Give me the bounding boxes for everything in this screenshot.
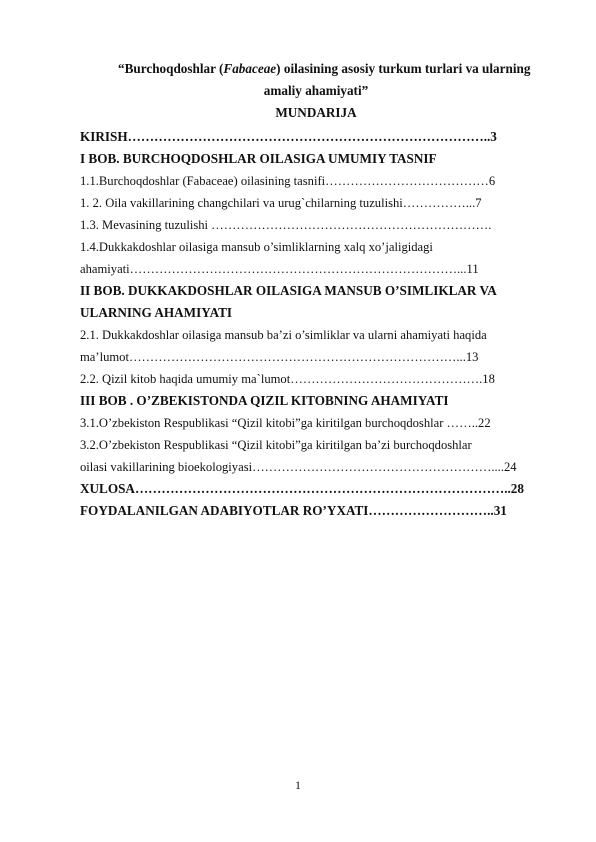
toc-entry-2-1-cont[interactable]: ma’lumot……………………………………………………………………...13 bbox=[80, 350, 479, 364]
title-prefix: “Burchoqdoshlar ( bbox=[118, 61, 224, 76]
toc-entry-intro[interactable]: KIRISH………………………………………………………………………..3 bbox=[80, 129, 497, 144]
toc-entry-1-3[interactable]: 1.3. Mevasining tuzulishi …………………………………………………………. bbox=[80, 218, 492, 232]
toc-entry-references[interactable]: FOYDALANILGAN ADABIYOTLAR RO’YXATI………………………..31 bbox=[80, 503, 507, 518]
document-title bbox=[80, 58, 552, 102]
title-line-2: amaliy ahamiyati” bbox=[263, 83, 369, 98]
toc-entry-2-1[interactable]: 2.1. Dukkakdoshlar oilasiga mansub ba’zi o’simliklar va ularni ahamiyati haqida bbox=[80, 328, 487, 342]
toc-chapter-3[interactable]: III BOB . O’ZBEKISTONDA QIZIL KITOBNING AHAMIYATI bbox=[80, 393, 449, 408]
toc-entry-3-1[interactable]: 3.1.O’zbekiston Respublikasi “Qizil kitobi”ga kiritilgan burchoqdoshlar ……..22 bbox=[80, 416, 491, 430]
toc-entry-3-2-cont[interactable]: oilasi vakillarining bioekologiyasi…………………………………………………....24 bbox=[80, 460, 517, 474]
toc-chapter-2[interactable]: II BOB. DUKKAKDOSHLAR OILASIGA MANSUB O’SIMLIKLAR VA bbox=[80, 283, 497, 298]
toc-entry-1-4[interactable]: 1.4.Dukkakdoshlar oilasiga mansub o’simliklarning xalq xo’jaligidagi bbox=[80, 240, 433, 254]
toc-entry-2-2[interactable]: 2.2. Qizil kitob haqida umumiy ma`lumot……………………………………….18 bbox=[80, 372, 495, 386]
toc-chapter-1[interactable]: I BOB. BURCHOQDOSHLAR OILASIGA UMUMIY TASNIF bbox=[80, 151, 437, 166]
page-number: 1 bbox=[295, 778, 301, 792]
toc-entry-3-2[interactable]: 3.2.O’zbekiston Respublikasi “Qizil kitobi”ga kiritilgan ba’zi burchoqdoshlar bbox=[80, 438, 472, 452]
table-of-contents bbox=[80, 126, 552, 522]
toc-entry-1-1[interactable]: 1.1.Burchoqdoshlar (Fabaceae) oilasining tasnifi…………………………………6 bbox=[80, 174, 496, 188]
title-line-1 bbox=[80, 58, 552, 80]
toc-entry-conclusion[interactable]: XULOSA…………………………………………………………………………..28 bbox=[80, 481, 524, 496]
title-latin-name: Fabaceae bbox=[223, 61, 277, 76]
toc-entry-1-2[interactable]: 1. 2. Oila vakillarining changchilari va urug`chilarning tuzulishi……………...7 bbox=[80, 196, 482, 210]
contents-heading: MUNDARIJA bbox=[275, 105, 357, 120]
toc-chapter-2-cont[interactable]: ULARNING AHAMIYATI bbox=[80, 305, 233, 320]
title-suffix: ) oilasining asosiy turkum turlari va ularning bbox=[276, 61, 531, 76]
toc-entry-1-4-cont[interactable]: ahamiyati……………………………………………………………………...11 bbox=[80, 262, 479, 276]
